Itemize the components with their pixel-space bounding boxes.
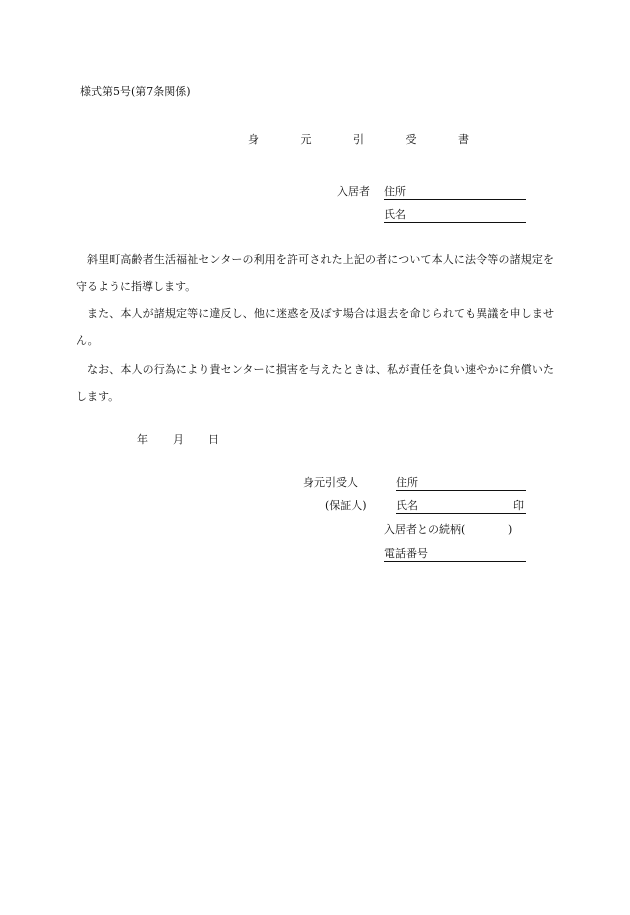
guarantor-role-label: 身元引受人 bbox=[303, 476, 358, 489]
body-paragraph: また、本人が諸規定等に違反し、他に迷惑を及ぼす場合は退去を命じられても異議を申しません。 bbox=[76, 307, 554, 347]
resident-address-line bbox=[384, 186, 526, 200]
date-month-label: 月 bbox=[173, 433, 184, 446]
phone-line bbox=[384, 548, 526, 562]
guarantor-address-line bbox=[396, 477, 526, 491]
guarantor-name-line bbox=[396, 500, 526, 514]
seal-mark: 印 bbox=[513, 499, 524, 512]
form-number: 様式第5号(第7条関係) bbox=[80, 85, 191, 98]
guarantor-address-label: 住所 bbox=[396, 476, 418, 489]
resident-role-label: 入居者 bbox=[337, 185, 370, 198]
body-paragraph: 斜里町高齢者生活福祉センターの利用を許可された上記の者について本人に法令等の諸規定を守るように指導します。 bbox=[76, 253, 554, 293]
document-title: 身 元 引 受 書 bbox=[248, 133, 488, 146]
guarantor-name-label: 氏名 bbox=[396, 499, 418, 512]
body-paragraph: なお、本人の行為により貴センターに損害を与えたときは、私が責任を負い速やかに弁償いたします。 bbox=[76, 363, 554, 403]
guarantor-role-sub-label: (保証人) bbox=[325, 499, 367, 512]
relation-close: ) bbox=[508, 523, 513, 536]
resident-name-label: 氏名 bbox=[384, 208, 406, 221]
resident-name-line bbox=[384, 209, 526, 223]
date-day-label: 日 bbox=[208, 433, 219, 446]
date-year-label: 年 bbox=[137, 433, 148, 446]
phone-label: 電話番号 bbox=[384, 547, 428, 560]
resident-address-label: 住所 bbox=[384, 185, 406, 198]
relation-label: 入居者との続柄( bbox=[384, 523, 466, 536]
